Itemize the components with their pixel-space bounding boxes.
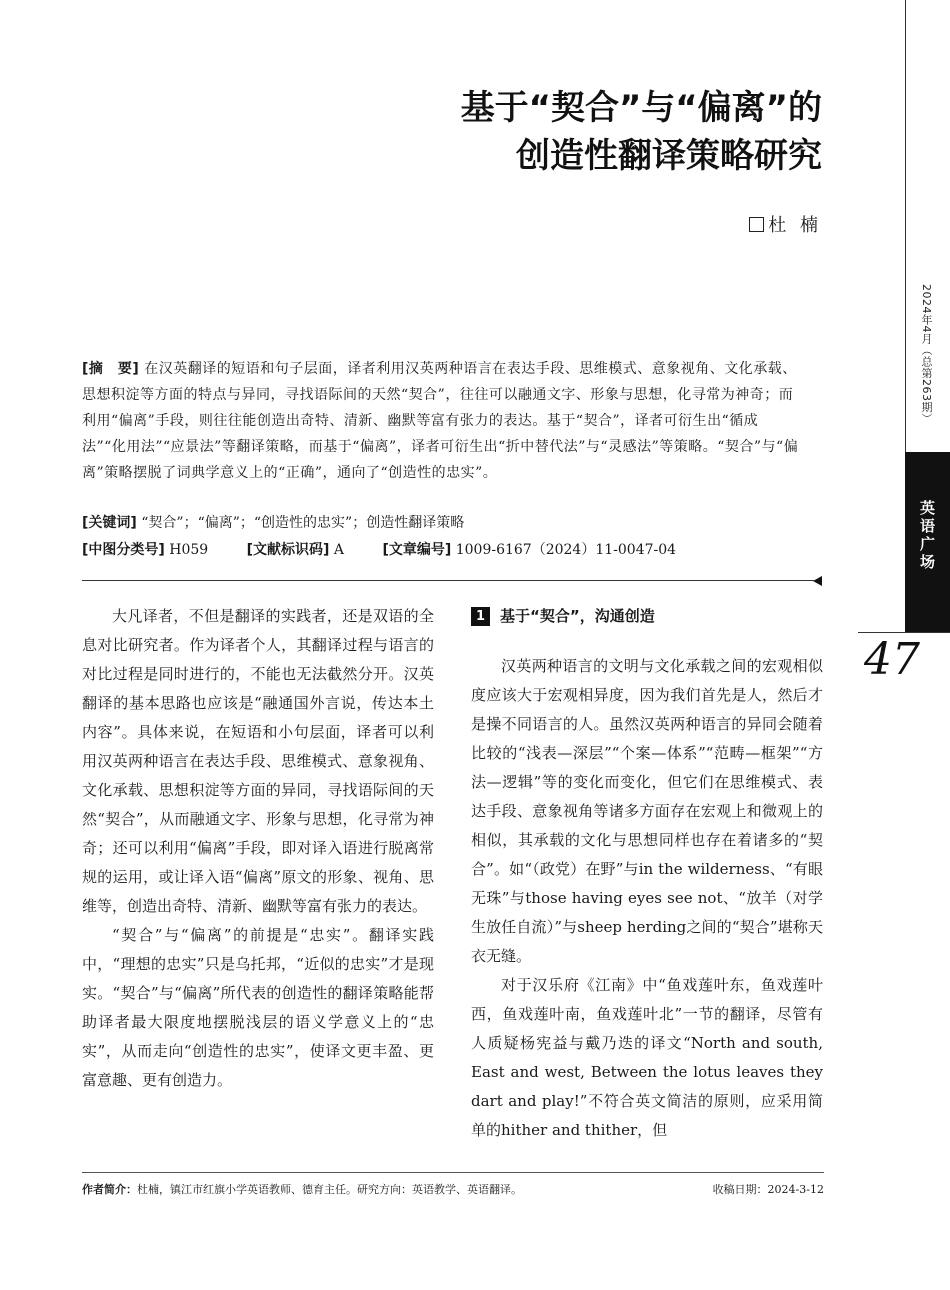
article-no-value: 1009-6167（2024）11-0047-04 <box>455 542 677 558</box>
author-line <box>749 211 822 237</box>
body-paragraph: 大凡译者，不但是翻译的实践者，还是双语的全息对比研究者。作为译者个人，其翻译过程与语言的对比过程是同时进行的，不能也无法截然分开。汉英翻译的基本思路也应该是“融通国外言说，传达本土内容”。具体来说，在短语和小句层面，译者可以利用汉英两种语言在表达手段、思维模式、意象视角、文化承载、思想积淀等方面的异同，寻找语际间的天然“契合”，从而融通文字、形象与思想，化寻常为神奇；还可以利用“偏离”手段，即对译入语进行脱离常规的运用，或让译入语“偏离”原文的形象、视角、思维等，创造出奇特、清新、幽默等富有张力的表达。 <box>82 607 434 915</box>
clc-value: H059 <box>169 542 209 558</box>
article-title <box>262 84 822 180</box>
section-tab-label: 英语广场 <box>918 500 936 572</box>
article-no-label: [文章编号] <box>382 542 452 558</box>
author-name: 杜 楠 <box>768 215 822 236</box>
footer-note <box>82 1180 824 1200</box>
abstract-text: 在汉英翻译的短语和句子层面，译者利用汉英两种语言在表达手段、思维模式、意象视角、文化承载、思想积淀等方面的特点与异同，寻找语际间的天然“契合”，往往可以融通文字、形象与思想，化寻常为神奇；而利用“偏离”手段，则往往能创造出奇特、清新、幽默等富有张力的表达。基于“契合”，译者可衍生出“循成法”“化用法”“应景法”等翻译策略，而基于“偏离”，译者可衍生出“折中替代法”与“灵感法”等策略。“契合”与“偏离”策略摆脱了词典学意义上的“正确”，通向了“创造性的忠实”。 <box>82 361 799 481</box>
title-line-2: 创造性翻译策略研究 <box>516 136 822 176</box>
article-no-item <box>382 537 676 563</box>
square-icon <box>749 217 764 232</box>
doc-code-value: A <box>333 542 345 558</box>
keywords-text: “契合”；“偏离”；“创造性的忠实”；创造性翻译策略 <box>141 515 465 531</box>
clc-item <box>82 537 208 563</box>
classification-line <box>82 537 800 563</box>
right-column <box>471 602 823 1145</box>
section-tab <box>905 452 950 632</box>
issue-info: 2024年4月（总第263期） <box>920 284 933 425</box>
header-divider <box>82 580 814 581</box>
footer-divider <box>82 1172 824 1173</box>
section-number: 1 <box>471 607 490 626</box>
author-bio-label: 作者简介： <box>82 1183 137 1196</box>
left-column <box>82 602 434 1095</box>
keywords <box>82 510 800 536</box>
abstract <box>82 356 800 486</box>
abstract-label: [摘 要] <box>82 361 140 377</box>
clc-label: [中图分类号] <box>82 542 165 558</box>
section-title: 基于“契合”，沟通创造 <box>500 606 655 625</box>
sidebar-rule <box>905 0 906 452</box>
title-line-1: 基于“契合”与“偏离”的 <box>460 88 822 128</box>
body-paragraph: 对于汉乐府《江南》中“鱼戏莲叶东，鱼戏莲叶西，鱼戏莲叶南，鱼戏莲叶北”一节的翻译，尽管有人质疑杨宪益与戴乃迭的译文“North and south, East and west, Between the lotus leaves they dart and play!”不符合英文简洁的原则，应采用简单的hither and thither，但 <box>471 976 823 1139</box>
body-paragraph: 汉英两种语言的文明与文化承载之间的宏观相似度应该大于宏观相异度，因为我们首先是人，然后才是操不同语言的人。虽然汉英两种语言的异同会随着比较的“浅表—深层”“个案—体系”“范畴—框架”“方法—逻辑”等的变化而变化，但它们在思维模式、表达手段、意象视角等诸多方面存在宏观上和微观上的相似，其承载的文化与思想同样也存在着诸多的“契合”。如“（政党）在野”与in the wilderness、“有眼无珠”与those having eyes see not、“放羊（对学生放任自流）”与sheep herding之间的“契合”堪称天衣无缝。 <box>471 657 823 965</box>
keywords-label: [关键词] <box>82 515 137 531</box>
body-paragraph: “契合”与“偏离”的前提是“忠实”。翻译实践中，“理想的忠实”只是乌托邦，“近似的忠实”才是现实。“契合”与“偏离”所代表的创造性的翻译策略能帮助译者最大限度地摆脱浅层的语义学意义上的“忠实”，从而走向“创造性的忠实”，使译文更丰盈、更富意趣、更有创造力。 <box>82 926 434 1089</box>
section-heading <box>471 602 823 630</box>
doc-code-item <box>247 537 344 563</box>
page-number: 47 <box>864 634 920 685</box>
author-bio-text: 杜楠，镇江市红旗小学英语教师、德育主任。研究方向：英语教学、英语翻译。 <box>137 1183 522 1196</box>
received-date: 收稿日期：2024-3-12 <box>712 1183 824 1196</box>
triangle-marker-icon <box>813 576 822 586</box>
doc-code-label: [文献标识码] <box>246 542 330 558</box>
